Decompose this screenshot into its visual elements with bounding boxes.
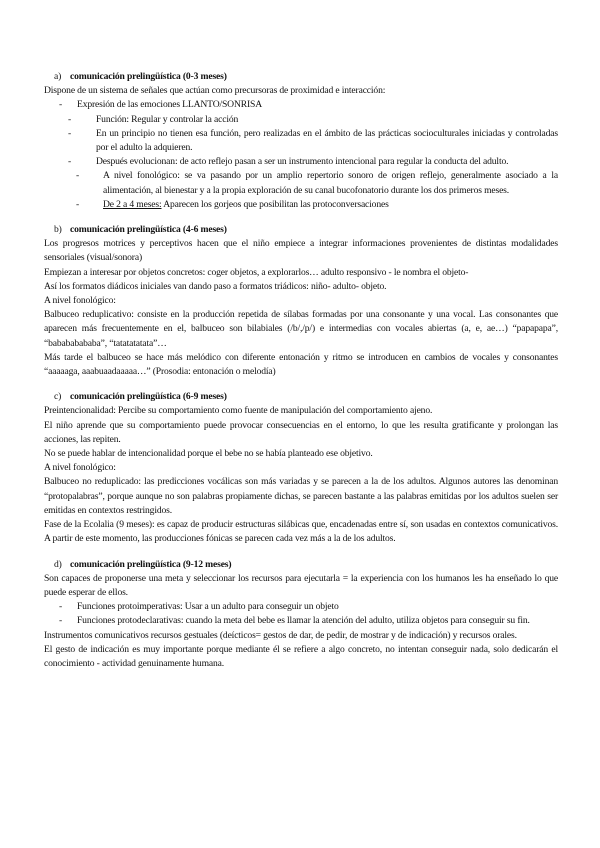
list-item-text: Aparecen los gorjeos que posibilitan las protoconversaciones bbox=[161, 198, 389, 210]
list-item: - A nivel fonológico: se va pasando por un amplio repertorio sonoro de origen reflejo, generalmente asociado a la alimentación, al bienestar y a la propia exploración de su canal bucofonatorio durante los dos primeros meses. bbox=[44, 169, 558, 197]
paragraph: No se puede hablar de intencionalidad porque el bebe no se había planteado ese objetivo. bbox=[44, 448, 373, 460]
paragraph: Son capaces de proponerse una meta y seleccionar los recursos para ejecutarla = la experiencia con los humanos les ha enseñado lo que puede esperar de ellos. bbox=[44, 572, 558, 598]
list-item bbox=[44, 198, 558, 212]
paragraph: El niño aprende que su comportamiento puede provocar consecuencias en el entorno, lo que les resulta gratificante y prolongan las acciones, las repiten. bbox=[44, 419, 558, 445]
paragraph: Empiezan a interesar por objetos concretos: coger objetos, a explorarlos… adulto responsivo - le nombra el objeto- bbox=[44, 266, 469, 278]
list-item: - Funciones protoimperativas: Usar a un adulto para conseguir un objeto bbox=[44, 600, 558, 614]
section-label: b) bbox=[54, 224, 62, 236]
bullet-list bbox=[44, 600, 558, 628]
paragraph: Los progresos motrices y perceptivos hacen que el niño empiece a integrar informaciones provenientes de distintas modalidades sensoriales (visual/sonora) bbox=[44, 238, 558, 264]
section-heading bbox=[54, 390, 558, 404]
list-item: - Funciones protodeclarativas: cuando la meta del bebe es llamar la atención del adulto, utiliza objetos para conseguir su fin. bbox=[44, 614, 558, 628]
list-item: - Después evolucionan: de acto reflejo pasan a ser un instrumento intencional para regular la conducta del adulto. bbox=[44, 155, 558, 169]
section-heading bbox=[54, 223, 558, 237]
paragraph: Instrumentos comunicativos recursos gestuales (deícticos= gestos de dar, de pedir, de mostrar y de indicación) y recursos orales. bbox=[44, 629, 517, 641]
list-item: - Función: Regular y controlar la acción bbox=[44, 113, 558, 127]
underlined-text: De 2 a 4 meses: bbox=[103, 198, 162, 210]
paragraph: A nivel fonológico: bbox=[44, 462, 116, 474]
section-d bbox=[44, 558, 558, 672]
section-label: d) bbox=[54, 558, 62, 570]
paragraph: El gesto de indicación es muy importante porque mediante él se refiere a algo concreto, no intentan conseguir nada, solo dedicarán el conocimiento - actividad genuinamente humana. bbox=[44, 643, 558, 669]
section-c bbox=[44, 390, 558, 546]
paragraph: Balbuceo no reduplicado: las predicciones vocálicas son más variadas y se parecen a la de los adultos. Algunos autores las denominan “protopalabras”, porque aunque no son palabras propiamente dichas, se parecen bastante a las palabras emitidas por los adultos suelen ser emitidas en contextos restringidos. bbox=[44, 476, 558, 516]
paragraph: Dispone de un sistema de señales que actúan como precursoras de proximidad e interacción: bbox=[44, 85, 386, 97]
section-title: comunicación prelingüística (6-9 meses) bbox=[70, 391, 227, 403]
section-a bbox=[44, 70, 558, 212]
section-label: c) bbox=[54, 391, 62, 403]
paragraph: Preintencionalidad: Percibe su comportamiento como fuente de manipulación del comportamiento ajeno. bbox=[44, 405, 433, 417]
section-title: comunicación prelingüística (0-3 meses) bbox=[70, 71, 227, 82]
bullet-list bbox=[44, 98, 558, 212]
section-b bbox=[44, 223, 558, 379]
section-heading bbox=[54, 558, 558, 572]
section-heading bbox=[54, 70, 558, 84]
section-title: comunicación prelingüística (9-12 meses) bbox=[70, 558, 232, 570]
paragraph: Fase de la Ecolalia (9 meses): es capaz de producir estructuras silábicas que, encadenadas entre sí, son usadas en contextos comunicativos. A partir de este momento, las producciones fónicas se parecen cada vez más a la de los adultos. bbox=[44, 519, 558, 545]
section-label: a) bbox=[54, 71, 62, 82]
paragraph: Así los formatos diádicos iniciales van dando paso a formatos triádicos: niño- adulto- objeto. bbox=[44, 280, 387, 292]
paragraph: Balbuceo reduplicativo: consiste en la producción repetida de sílabas formadas por una consonante y una vocal. Las consonantes que aparecen más frecuentemente en el, balbuceo son bilabiales (/b/,/p/) e intermedias con vocales abiertas (a, e, ae…) “papapapa”, “babababababa”, “tatatatatata”… bbox=[44, 309, 558, 349]
list-item: - En un principio no tienen esa función, pero realizadas en el ámbito de las prácticas socioculturales iniciadas y controladas por el adulto la adquieren. bbox=[44, 127, 558, 155]
paragraph: Más tarde el balbuceo se hace más melódico con diferente entonación y ritmo se introducen en cambios de vocales y consonantes “aaaaaga, aaabuaadaaaaa…” (Prosodia: entonación o melodía) bbox=[44, 351, 558, 378]
paragraph: A nivel fonológico: bbox=[44, 295, 116, 307]
section-title: comunicación prelingüística (4-6 meses) bbox=[70, 224, 227, 236]
document-page bbox=[44, 70, 558, 682]
list-item: - Expresión de las emociones LLANTO/SONRISA bbox=[44, 98, 558, 112]
